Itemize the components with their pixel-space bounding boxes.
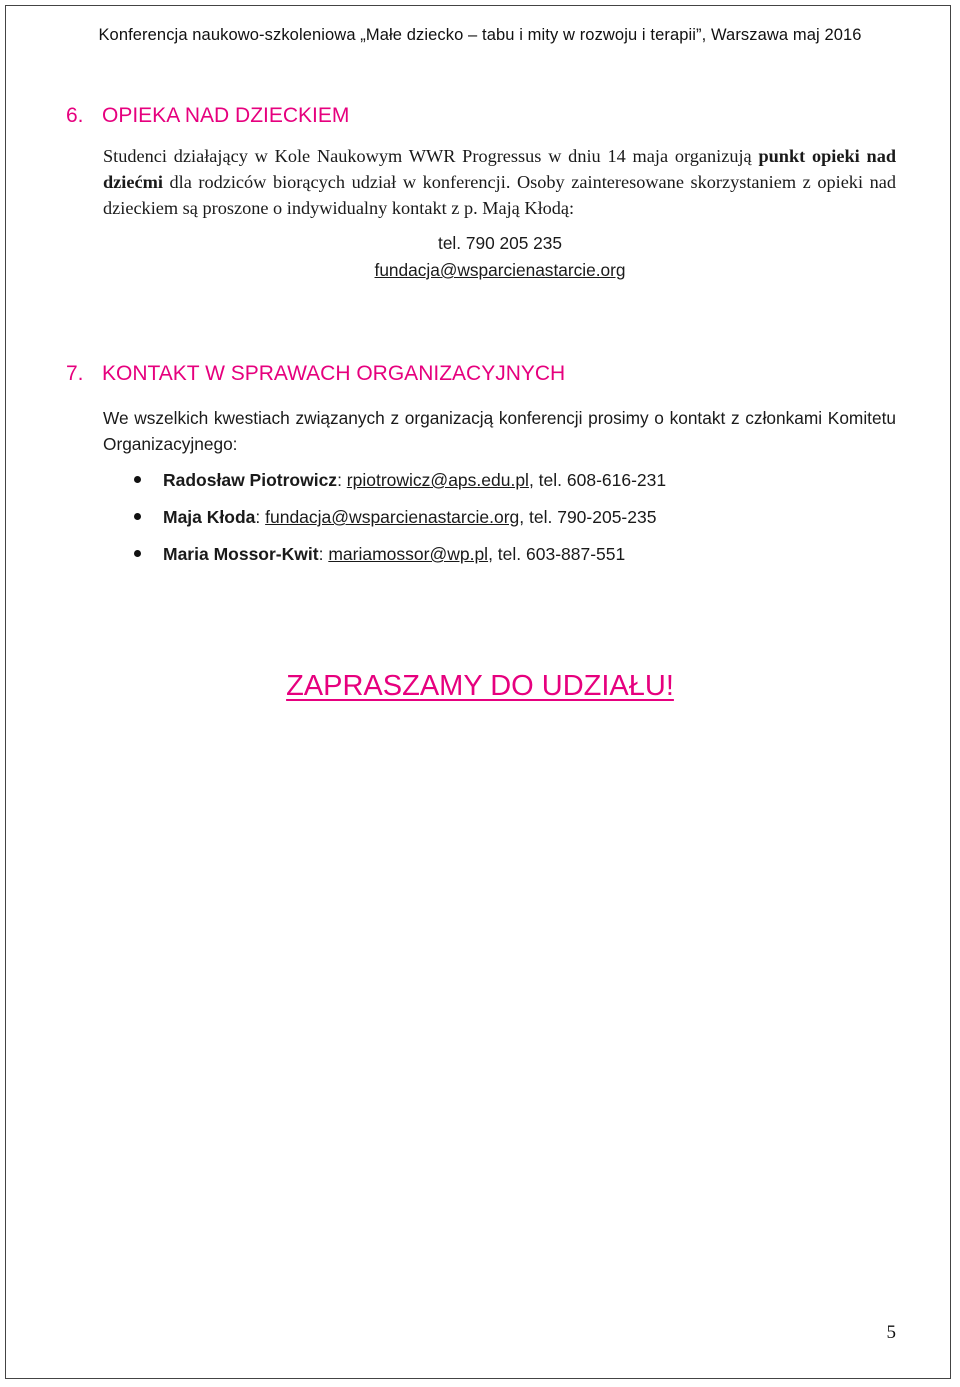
closing-invitation: ZAPRASZAMY DO UDZIAŁU!: [286, 670, 674, 702]
contact-phone: tel. 790 205 235: [438, 233, 562, 253]
section-6-number: 6.: [66, 104, 84, 127]
contact-email-link[interactable]: fundacja@wsparcienastarcie.org: [374, 260, 626, 280]
bullet-icon: [134, 476, 141, 483]
list-item: Maria Mossor-Kwit: mariamossor@wp.pl, tel. 603-887-551: [134, 540, 666, 577]
bullet-icon: [134, 550, 141, 557]
contact-name: Radosław Piotrowicz: [163, 470, 338, 490]
contact-email-link[interactable]: mariamossor@wp.pl: [328, 544, 489, 564]
paragraph-text-end: dla rodziców biorących udział w konferencji. Osoby zainteresowane skorzystaniem z opieki nad dzieckiem są proszone o indywidualny kontakt z p. Mają Kłodą:: [103, 172, 896, 218]
paragraph-bold-phrase: punkt opieki nad dziećmi: [103, 146, 897, 192]
section-6-title: OPIEKA NAD DZIECKIEM: [102, 104, 350, 127]
contact-name: Maria Mossor-Kwit: [163, 544, 319, 564]
contact-email-link[interactable]: rpiotrowicz@aps.edu.pl: [346, 470, 529, 490]
bullet-icon: [134, 513, 141, 520]
contact-email-link[interactable]: fundacja@wsparcienastarcie.org: [265, 507, 520, 527]
list-item: Maja Kłoda: fundacja@wsparcienastarcie.org, tel. 790-205-235: [134, 503, 666, 540]
section-7-intro: We wszelkich kwestiach związanych z organizacją konferencji prosimy o kontakt z członkami Komitetu Organizacyjnego:: [103, 408, 896, 454]
list-item: Radosław Piotrowicz: rpiotrowicz@aps.edu.pl, tel. 608-616-231: [134, 466, 666, 503]
contact-phone: , tel. 790-205-235: [519, 507, 657, 527]
contact-name: Maja Kłoda: [163, 507, 256, 527]
section-6-contact: [0, 230, 960, 284]
section-6-paragraph: [103, 143, 896, 221]
contact-phone: , tel. 603-887-551: [488, 544, 626, 564]
section-6-heading: [66, 104, 349, 128]
contact-list: [134, 466, 666, 577]
contact-phone: , tel. 608-616-231: [528, 470, 667, 490]
section-7-heading: [66, 362, 565, 386]
section-7-title: KONTAKT W SPRAWACH ORGANIZACYJNYCH: [102, 362, 566, 385]
running-header: Konferencja naukowo-szkoleniowa „Małe dziecko – tabu i mity w rozwoju i terapii”, Warszawa maj 2016: [98, 26, 862, 44]
page-number: 5: [886, 1322, 896, 1343]
section-7-number: 7.: [66, 362, 84, 385]
paragraph-text-start: Studenci działający w Kole Naukowym WWR Progressus w dniu 14 maja organizują: [103, 146, 759, 166]
